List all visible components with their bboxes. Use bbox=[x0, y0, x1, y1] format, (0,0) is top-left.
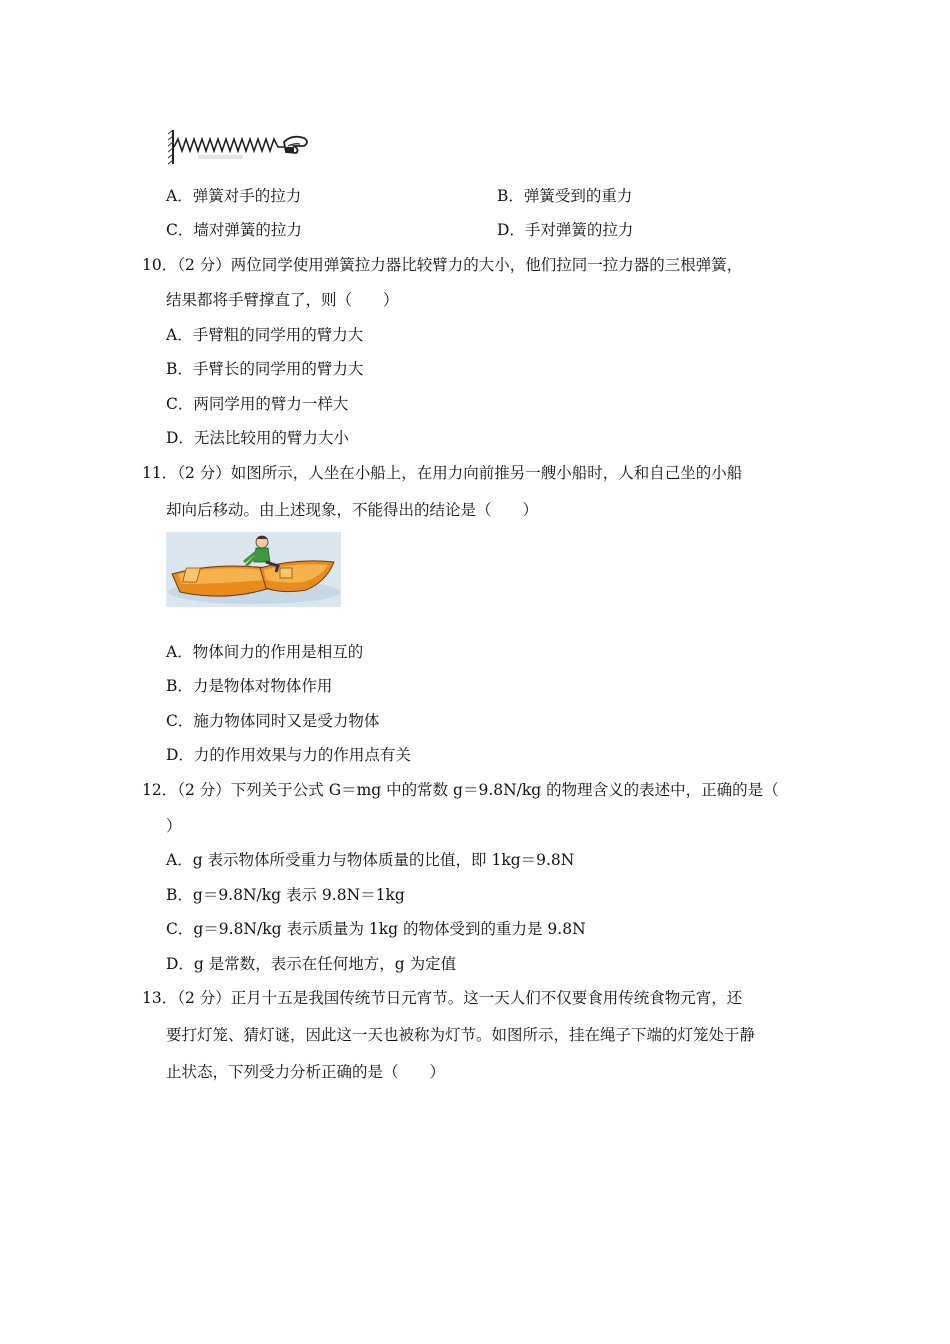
q12-option-b: B．g＝9.8N/kg 表示 9.8N＝1kg bbox=[166, 886, 405, 904]
q11-option-d: D．力的作用效果与力的作用点有关 bbox=[166, 746, 411, 764]
q13-stem-line1: 13．（2 分）正月十五是我国传统节日元宵节。这一天人们不仅要食用传统食物元宵，还 bbox=[142, 989, 743, 1007]
q10-option-d: D．无法比较用的臂力大小 bbox=[166, 429, 349, 447]
q13-stem-line3: 止状态，下列受力分析正确的是（ ） bbox=[166, 1063, 446, 1081]
q11-option-a: A．物体间力的作用是相互的 bbox=[166, 643, 364, 661]
q10-option-a: A．手臂粗的同学用的臂力大 bbox=[166, 326, 364, 344]
q12-option-d: D．g 是常数，表示在任何地方，g 为定值 bbox=[166, 955, 457, 973]
q11-stem-line2: 却向后移动。由上述现象，不能得出的结论是（ ） bbox=[166, 501, 539, 519]
q11-option-b: B．力是物体对物体作用 bbox=[166, 677, 333, 695]
q12-stem-line2: ） bbox=[166, 817, 182, 835]
q10-stem-line2: 结果都将手臂撑直了，则（ ） bbox=[166, 291, 399, 309]
q12-option-c: C．g＝9.8N/kg 表示质量为 1kg 的物体受到的重力是 9.8N bbox=[166, 920, 586, 938]
spring-hand-figure bbox=[168, 128, 313, 166]
q10-stem-line1: 10．（2 分）两位同学使用弹簧拉力器比较臂力的大小，他们拉同一拉力器的三根弹簧， bbox=[142, 256, 743, 274]
q13-stem-line2: 要打灯笼、猜灯谜，因此这一天也被称为灯节。如图所示，挂在绳子下端的灯笼处于静 bbox=[166, 1026, 756, 1044]
q9-option-c: C．墙对弹簧的拉力 bbox=[166, 221, 302, 239]
q12-stem-line1: 12．（2 分）下列关于公式 G＝mg 中的常数 g＝9.8N/kg 的物理含义的表述中，正确的是（ bbox=[142, 781, 779, 799]
q10-option-c: C．两同学用的臂力一样大 bbox=[166, 395, 349, 413]
q11-option-c: C．施力物体同时又是受力物体 bbox=[166, 712, 380, 730]
q9-option-a: A．弹簧对手的拉力 bbox=[166, 187, 302, 205]
q10-option-b: B．手臂长的同学用的臂力大 bbox=[166, 360, 364, 378]
boat-figure bbox=[166, 532, 341, 607]
q9-option-b: B．弹簧受到的重力 bbox=[497, 187, 633, 205]
q11-stem-line1: 11．（2 分）如图所示，人坐在小船上，在用力向前推另一艘小船时，人和自己坐的小船 bbox=[142, 464, 743, 482]
q12-option-a: A．g 表示物体所受重力与物体质量的比值，即 1kg＝9.8N bbox=[166, 851, 575, 869]
q9-option-d: D．手对弹簧的拉力 bbox=[497, 221, 634, 239]
